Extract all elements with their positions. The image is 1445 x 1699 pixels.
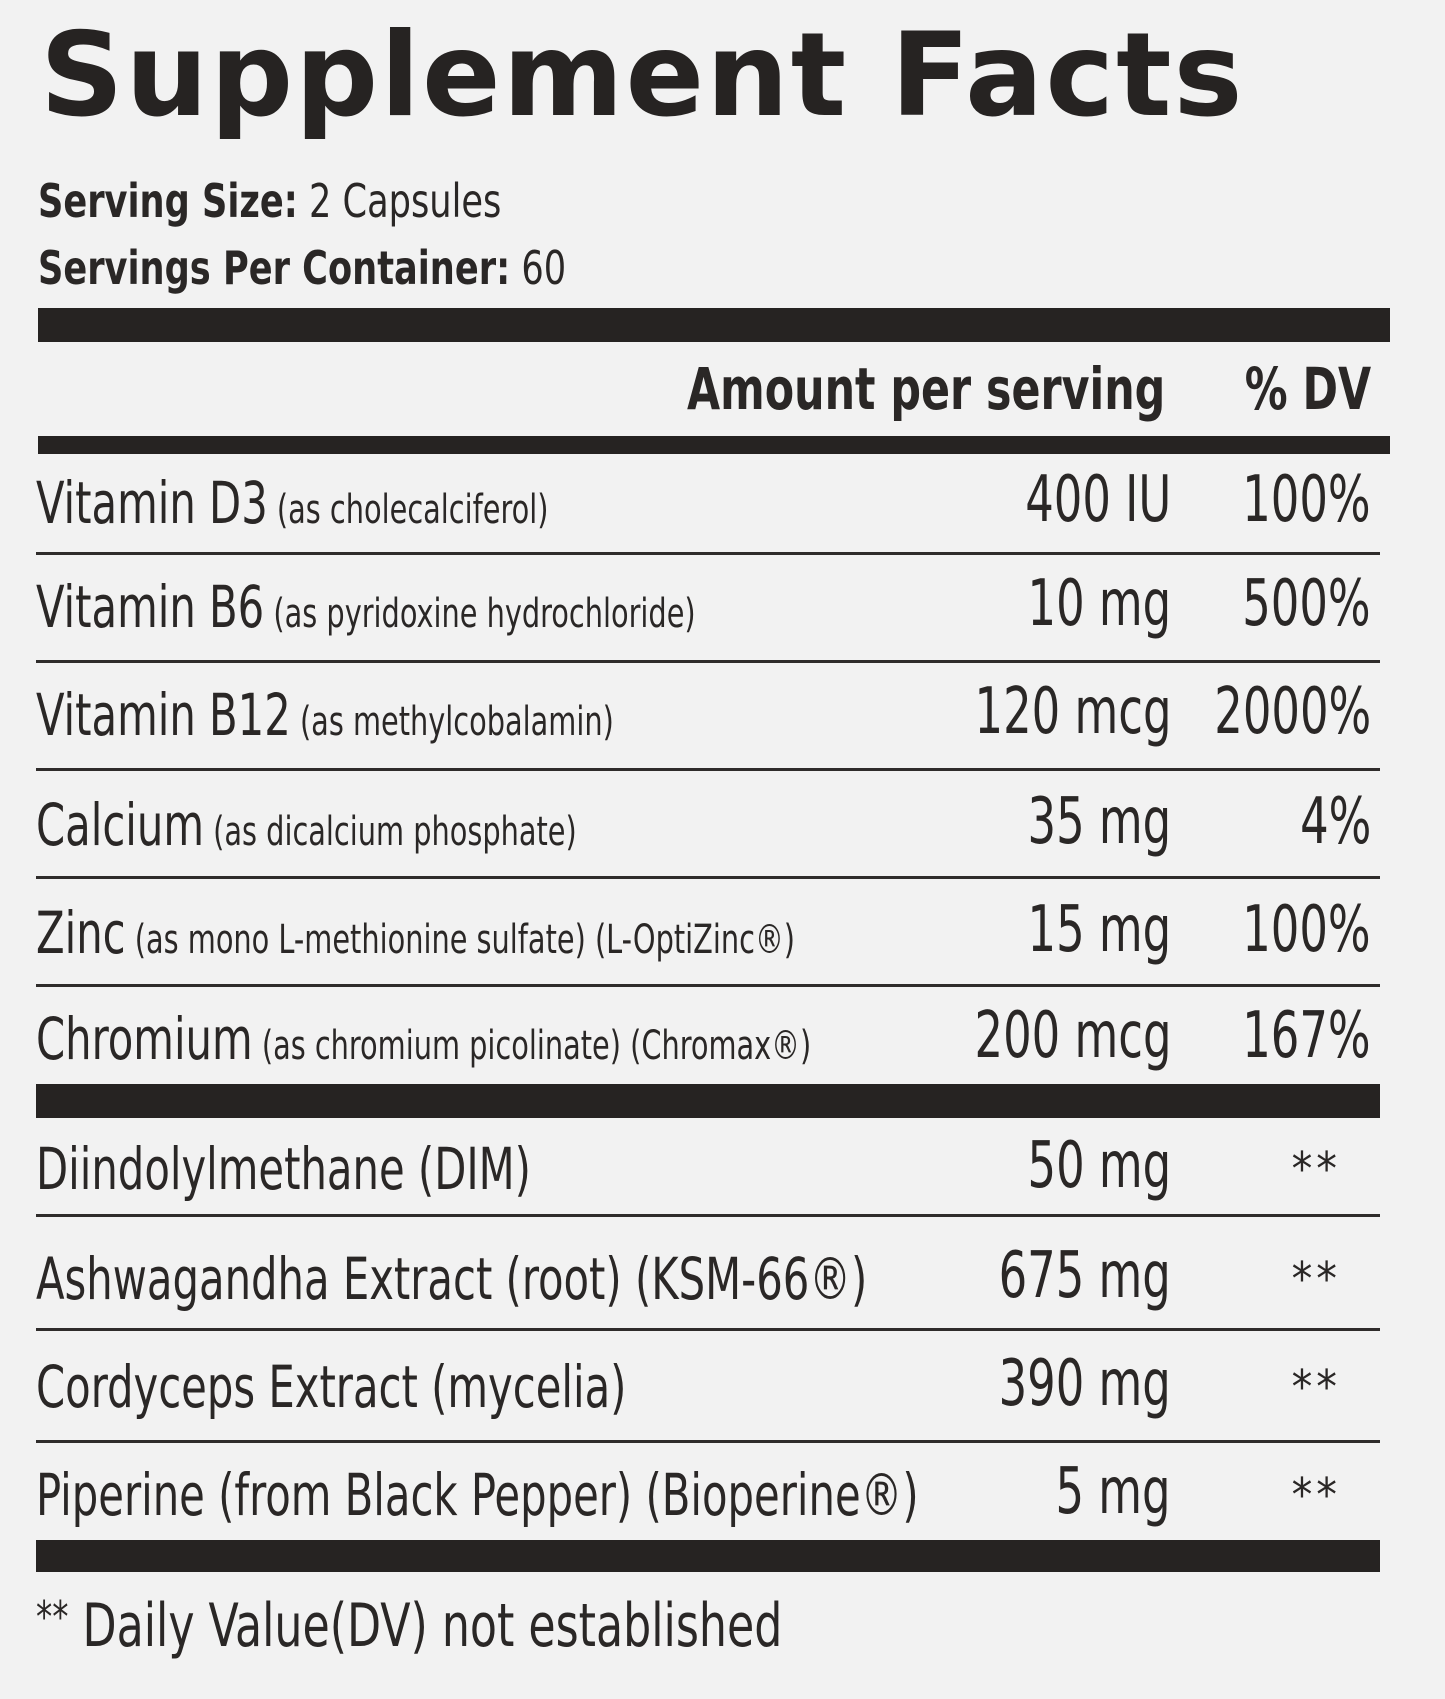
ingredient-name: Diindolylmethane (DIM) [36, 1135, 531, 1203]
nutrient-amount: 120 mcg [974, 675, 1171, 749]
ingredient-dv: ** [1291, 1252, 1341, 1306]
footnote-mark: ** [36, 1592, 69, 1643]
ingredient-name: Ashwagandha Extract (root) (KSM-66®) [36, 1245, 868, 1313]
nutrient-row [36, 774, 1381, 859]
servings-per-container [38, 241, 567, 295]
servings-per-container-value: 60 [510, 241, 567, 295]
row-divider [36, 876, 1380, 879]
nutrient-dv: 4% [1299, 785, 1371, 859]
nutrient-name: Chromium (as chromium picolinate) (Chromax®) [36, 1005, 812, 1073]
serving-size [38, 174, 502, 228]
nutrient-name: Vitamin D3 (as cholecalciferol) [36, 469, 549, 537]
ingredient-row [36, 1118, 1381, 1203]
nutrient-amount: 10 mg [1027, 567, 1171, 641]
serving-size-value: 2 Capsules [297, 174, 502, 228]
footnote-text: Daily Value(DV) not established [68, 1591, 783, 1661]
row-divider [36, 1440, 1380, 1443]
row-divider [36, 984, 1380, 987]
ingredient-dv: ** [1291, 1142, 1341, 1196]
page-title: Supplement Facts [40, 8, 1245, 143]
footnote [36, 1591, 783, 1661]
row-divider [36, 768, 1380, 771]
ingredient-name: Piperine (from Black Pepper) (Bioperine®) [36, 1461, 919, 1529]
nutrient-row [36, 452, 1381, 537]
ingredient-row [36, 1228, 1381, 1313]
nutrient-row [36, 882, 1381, 967]
ingredient-amount: 675 mg [998, 1239, 1171, 1313]
ingredient-amount: 5 mg [1055, 1455, 1171, 1529]
header-dv: % DV [1244, 355, 1371, 423]
nutrient-amount: 200 mcg [974, 999, 1171, 1073]
nutrient-dv: 500% [1242, 567, 1371, 641]
nutrient-dv: 167% [1242, 999, 1371, 1073]
row-divider [36, 1214, 1380, 1217]
ingredient-dv: ** [1291, 1468, 1341, 1522]
row-divider [36, 552, 1380, 555]
nutrient-dv: 100% [1242, 463, 1371, 537]
nutrient-dv: 2000% [1214, 675, 1371, 749]
header-amount: Amount per serving [686, 355, 1165, 423]
ingredient-amount: 390 mg [998, 1347, 1171, 1421]
nutrient-dv: 100% [1242, 893, 1371, 967]
thick-divider [38, 308, 1390, 342]
nutrient-row [36, 556, 1381, 641]
nutrient-amount: 15 mg [1027, 893, 1171, 967]
nutrient-name: Calcium (as dicalcium phosphate) [36, 791, 577, 859]
nutrient-name: Vitamin B6 (as pyridoxine hydrochloride) [36, 573, 696, 641]
nutrient-row [36, 664, 1381, 749]
nutrient-name: Zinc (as mono L-methionine sulfate) (L-OptiZinc®) [36, 899, 795, 967]
nutrient-amount: 400 IU [1024, 463, 1171, 537]
ingredient-row [36, 1336, 1381, 1421]
serving-size-label: Serving Size: [38, 174, 298, 228]
nutrient-amount: 35 mg [1027, 785, 1171, 859]
nutrient-name: Vitamin B12 (as methylcobalamin) [36, 681, 614, 749]
ingredient-amount: 50 mg [1027, 1129, 1171, 1203]
row-divider [36, 660, 1380, 663]
nutrient-row [36, 988, 1381, 1073]
ingredient-row [36, 1444, 1381, 1529]
ingredient-dv: ** [1291, 1360, 1341, 1414]
thick-divider [36, 1084, 1380, 1118]
servings-per-container-label: Servings Per Container: [38, 241, 511, 295]
row-divider [36, 1328, 1380, 1331]
thick-divider [36, 1540, 1380, 1572]
ingredient-name: Cordyceps Extract (mycelia) [36, 1353, 627, 1421]
